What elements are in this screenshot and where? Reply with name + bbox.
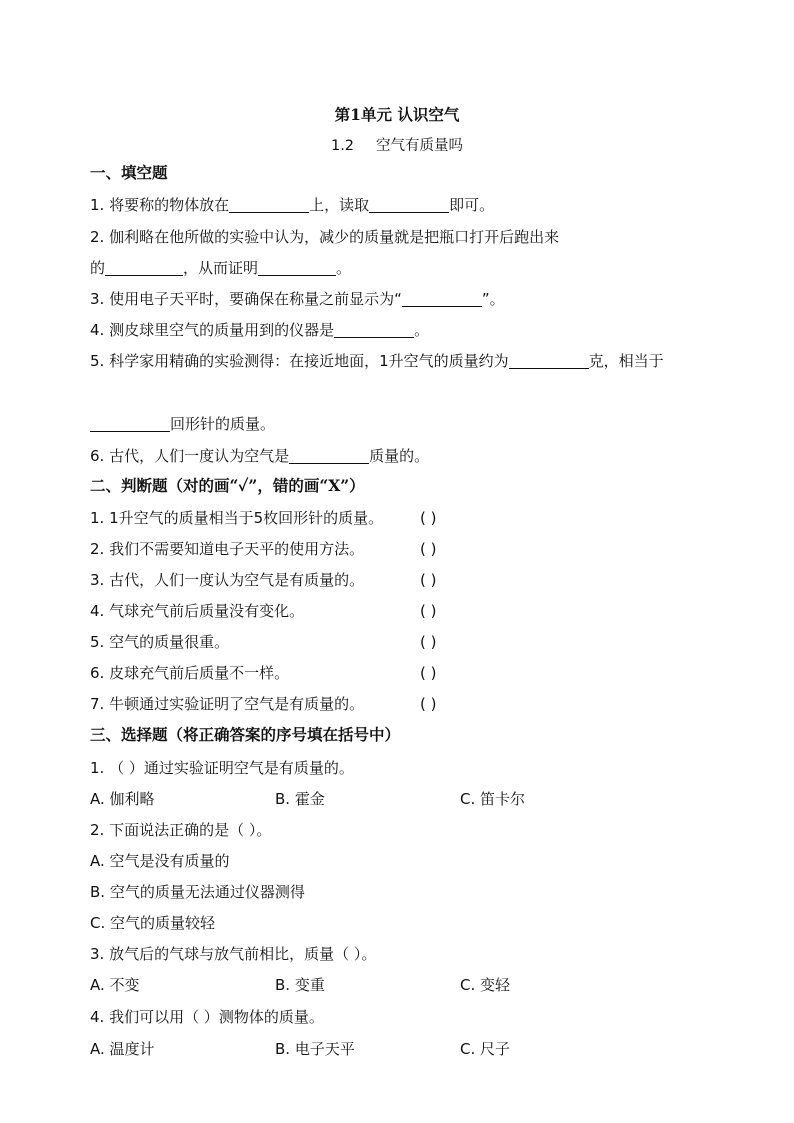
- answer-blank[interactable]: [229, 196, 309, 213]
- question-text: 即可。: [449, 196, 495, 214]
- judge-question: 5. 空气的质量很重。: [90, 633, 230, 651]
- fill-question-6: [90, 446, 429, 466]
- answer-blank[interactable]: [402, 290, 482, 307]
- fill-question-5-line-2: [90, 414, 275, 434]
- choice-option-c[interactable]: C. 笛卡尔: [460, 790, 526, 808]
- question-text: ，从而证明: [183, 259, 259, 277]
- page-title: 第1单元 认识空气: [334, 105, 460, 124]
- fill-question-4: [90, 320, 429, 340]
- question-text: 4. 测皮球里空气的质量用到的仪器是: [90, 321, 335, 339]
- choice-option-b[interactable]: B. 空气的质量无法通过仪器测得: [90, 883, 305, 901]
- section-heading-judge: 二、判断题（对的画“✓”，错的画“X”）: [90, 476, 365, 495]
- section-heading-fill: 一、填空题: [90, 163, 168, 182]
- answer-parentheses[interactable]: ( ): [420, 571, 437, 589]
- answer-blank[interactable]: [90, 415, 170, 432]
- judge-question: 6. 皮球充气前后质量不一样。: [90, 664, 290, 682]
- question-text: 的: [90, 259, 106, 277]
- fill-question-3: [90, 289, 505, 309]
- answer-parentheses[interactable]: ( ): [420, 602, 437, 620]
- answer-blank[interactable]: [258, 259, 336, 276]
- lesson-subtitle: [0, 134, 794, 155]
- question-text: ”。: [481, 290, 505, 308]
- question-text: 3. 使用电子天平时，要确保在称量之前显示为“: [90, 290, 402, 308]
- choice-option-a[interactable]: A. 不变: [90, 976, 140, 994]
- choice-option-b[interactable]: B. 霍金: [275, 790, 325, 808]
- choice-question-4: 4. 我们可以用（ ）测物体的质量。: [90, 1008, 324, 1026]
- lesson-number: 1.2: [330, 138, 355, 154]
- choice-question-3: 3. 放气后的气球与放气前相比，质量（ ）。: [90, 945, 377, 963]
- choice-option-b[interactable]: B. 变重: [275, 976, 325, 994]
- question-text: 6. 古代，人们一度认为空气是: [90, 447, 290, 465]
- answer-parentheses[interactable]: ( ): [420, 540, 437, 558]
- fill-question-2-line-1: 2. 伽利略在他所做的实验中认为，减少的质量就是把瓶口打开后跑出来: [90, 228, 560, 246]
- question-text: 回形针的质量。: [170, 415, 276, 433]
- choice-option-a[interactable]: A. 伽利略: [90, 790, 155, 808]
- lesson-title: 空气有质量吗: [376, 138, 464, 154]
- choice-option-c[interactable]: C. 变轻: [460, 976, 511, 994]
- answer-blank[interactable]: [289, 447, 369, 464]
- answer-blank[interactable]: [105, 259, 183, 276]
- choice-option-a[interactable]: A. 温度计: [90, 1040, 155, 1058]
- answer-blank[interactable]: [509, 352, 589, 369]
- choice-option-c[interactable]: C. 尺子: [460, 1040, 511, 1058]
- section-heading-choice: 三、选择题（将正确答案的序号填在括号中）: [90, 725, 401, 744]
- question-text: 上，读取: [309, 196, 370, 214]
- question-text: 克，相当于: [588, 352, 664, 370]
- answer-parentheses[interactable]: ( ): [420, 509, 437, 527]
- judge-question: 1. 1升空气的质量相当于5枚回形针的质量。: [90, 509, 384, 527]
- choice-option-c[interactable]: C. 空气的质量较轻: [90, 914, 216, 932]
- answer-parentheses[interactable]: ( ): [420, 664, 437, 682]
- choice-question-2: 2. 下面说法正确的是（ ）。: [90, 821, 272, 839]
- fill-question-5-line-1: [90, 351, 664, 371]
- question-text: 5. 科学家用精确的实验测得：在接近地面，1升空气的质量约为: [90, 352, 509, 370]
- question-text: 。: [414, 321, 430, 339]
- choice-option-a[interactable]: A. 空气是没有质量的: [90, 852, 230, 870]
- answer-blank[interactable]: [334, 321, 414, 338]
- question-text: 质量的。: [369, 447, 430, 465]
- question-text: 1. 将要称的物体放在: [90, 196, 230, 214]
- answer-parentheses[interactable]: ( ): [420, 695, 437, 713]
- judge-question: 3. 古代，人们一度认为空气是有质量的。: [90, 571, 365, 589]
- judge-question: 7. 牛顿通过实验证明了空气是有质量的。: [90, 695, 365, 713]
- fill-question-1: [90, 195, 494, 215]
- choice-option-b[interactable]: B. 电子天平: [275, 1040, 355, 1058]
- judge-question: 2. 我们不需要知道电子天平的使用方法。: [90, 540, 365, 558]
- answer-blank[interactable]: [369, 196, 449, 213]
- answer-parentheses[interactable]: ( ): [420, 633, 437, 651]
- judge-question: 4. 气球充气前后质量没有变化。: [90, 602, 305, 620]
- choice-question-1: 1. （ ）通过实验证明空气是有质量的。: [90, 759, 354, 777]
- question-text: 。: [336, 259, 352, 277]
- fill-question-2-line-2: [90, 258, 351, 278]
